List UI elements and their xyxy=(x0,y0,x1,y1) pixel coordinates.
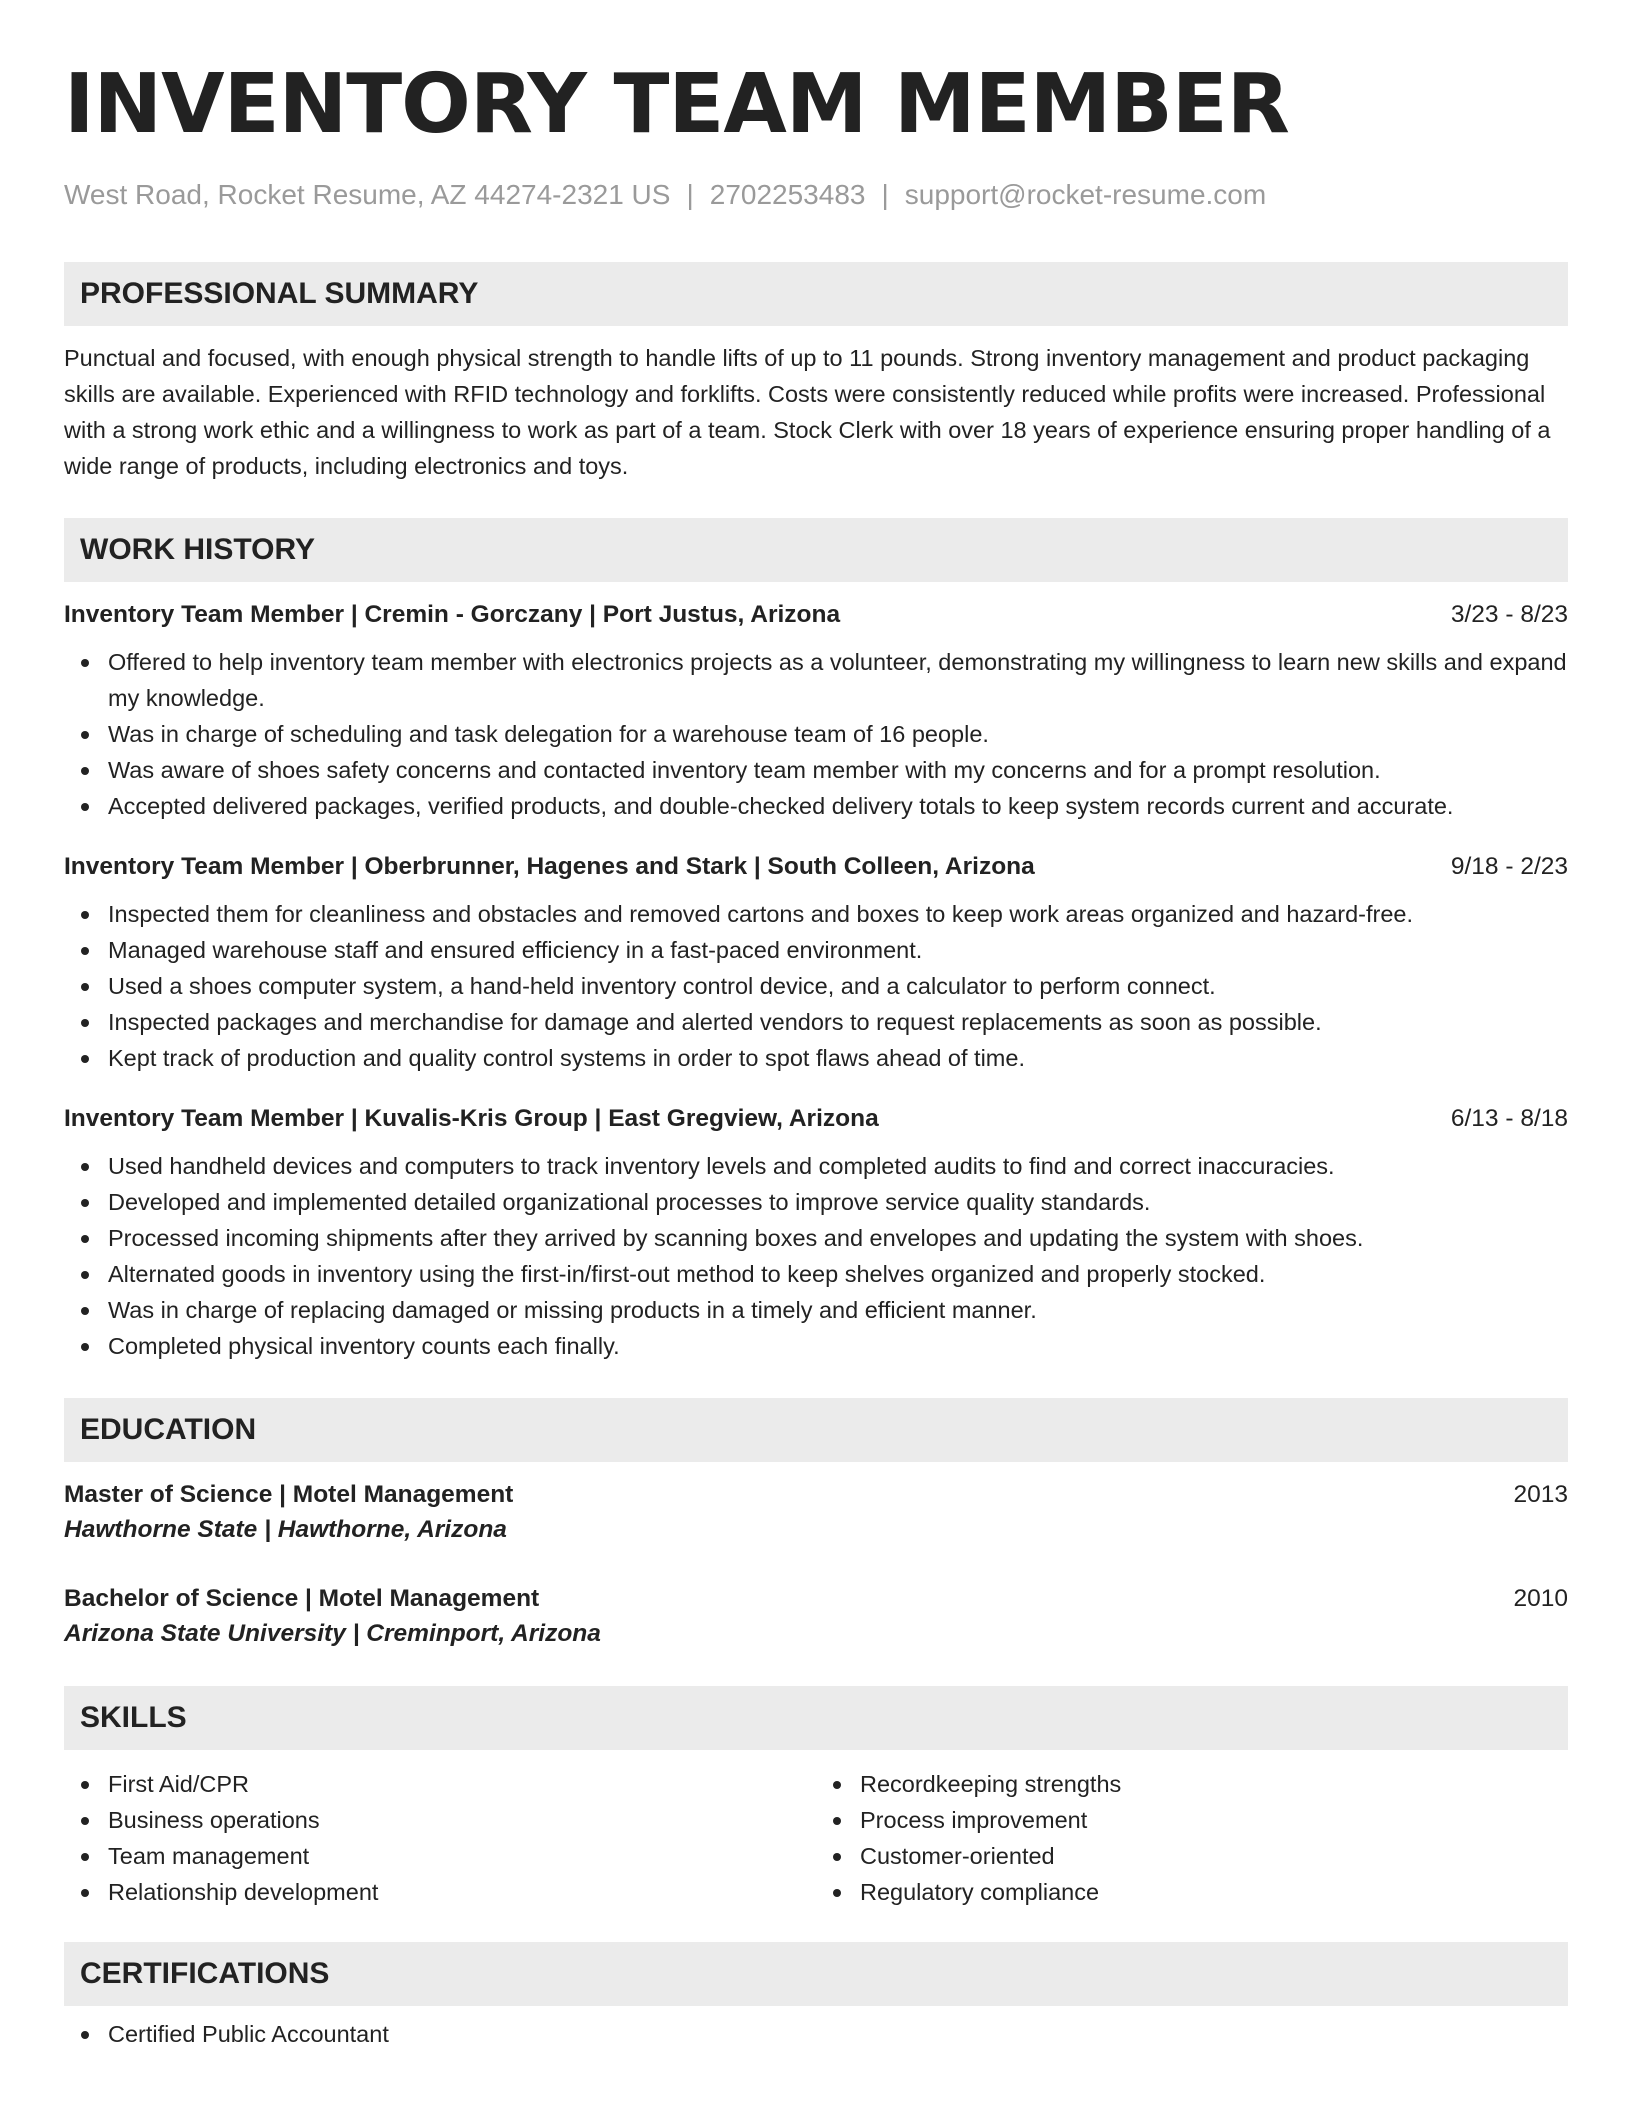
job-bullet: Was aware of shoes safety concerns and contacted inventory team member with my concerns and for a prompt resolution. xyxy=(108,752,1568,788)
contact-separator: | xyxy=(881,179,889,210)
job-bullet: Managed warehouse staff and ensured efficiency in a fast-paced environment. xyxy=(108,932,1568,968)
job-bullet: Kept track of production and quality control systems in order to spot flaws ahead of time. xyxy=(108,1040,1568,1076)
section-heading-summary: PROFESSIONAL SUMMARY xyxy=(64,262,1568,326)
job-bullet: Inspected them for cleanliness and obstacles and removed cartons and boxes to keep work areas organized and hazard-free. xyxy=(108,896,1568,932)
contact-email: support@rocket-resume.com xyxy=(904,179,1267,210)
contact-separator: | xyxy=(686,179,694,210)
education-school: Hawthorne State | Hawthorne, Arizona xyxy=(64,1516,507,1543)
job-entry xyxy=(64,850,1568,1076)
summary-text: Punctual and focused, with enough physical strength to handle lifts of up to 11 pounds. Strong inventory management and product packaging skills are available. Experienced with RFID technology and forklifts. Costs were consistently reduced while profits were increased. Professional with a strong work ethic and a willingness to work as part of a team. Stock Clerk with over 18 years of experience ensuring proper handling of a wide range of products, including electronics and toys. xyxy=(64,345,1551,479)
skill-item: Regulatory compliance xyxy=(860,1874,1568,1910)
job-bullets xyxy=(64,644,1568,824)
job-dates: 9/18 - 2/23 xyxy=(1450,853,1568,880)
education-entry xyxy=(64,1582,1568,1652)
skills-column-left xyxy=(64,1766,816,1910)
education-header xyxy=(64,1478,1568,1512)
education-school: Arizona State University | Creminport, Arizona xyxy=(64,1620,601,1647)
skill-item: Process improvement xyxy=(860,1802,1568,1838)
job-header xyxy=(64,1102,1568,1136)
skills-column-right xyxy=(816,1766,1568,1910)
job-bullet: Offered to help inventory team member with electronics projects as a volunteer, demonstrating my willingness to learn new skills and expand my knowledge. xyxy=(108,644,1568,716)
certification-item: Certified Public Accountant xyxy=(108,2016,1568,2052)
job-entry xyxy=(64,598,1568,824)
job-bullet: Inspected packages and merchandise for damage and alerted vendors to request replacements as soon as possible. xyxy=(108,1004,1568,1040)
skills-list xyxy=(64,1758,1568,1910)
skill-item: Team management xyxy=(108,1838,816,1874)
job-dates: 6/13 - 8/18 xyxy=(1450,1105,1568,1132)
job-bullets xyxy=(64,1148,1568,1364)
skill-item: Customer-oriented xyxy=(860,1838,1568,1874)
job-dates: 3/23 - 8/23 xyxy=(1450,601,1568,628)
certifications-list xyxy=(64,2016,1568,2052)
skill-item: Relationship development xyxy=(108,1874,816,1910)
education-degree: Bachelor of Science | Motel Management xyxy=(64,1585,540,1612)
section-heading-work-history: WORK HISTORY xyxy=(64,518,1568,582)
job-title: Inventory Team Member | Kuvalis-Kris Group | East Gregview, Arizona xyxy=(64,1105,879,1132)
education-header xyxy=(64,1582,1568,1616)
contact-address: West Road, Rocket Resume, AZ 44274-2321 US xyxy=(64,179,671,210)
education-degree: Master of Science | Motel Management xyxy=(64,1481,514,1508)
job-bullet: Developed and implemented detailed organizational processes to improve service quality standards. xyxy=(108,1184,1568,1220)
section-heading-education: EDUCATION xyxy=(64,1398,1568,1462)
contact-line xyxy=(64,178,1568,212)
certifications-bullets xyxy=(64,2016,1568,2052)
job-bullet: Accepted delivered packages, verified products, and double-checked delivery totals to keep system records current and accurate. xyxy=(108,788,1568,824)
education-year: 2013 xyxy=(1513,1481,1568,1508)
skill-item: First Aid/CPR xyxy=(108,1766,816,1802)
job-bullet: Used a shoes computer system, a hand-held inventory control device, and a calculator to perform connect. xyxy=(108,968,1568,1004)
education-year: 2010 xyxy=(1513,1585,1568,1612)
skill-item: Recordkeeping strengths xyxy=(860,1766,1568,1802)
job-bullet: Completed physical inventory counts each finally. xyxy=(108,1328,1568,1364)
job-bullet: Alternated goods in inventory using the first-in/first-out method to keep shelves organized and properly stocked. xyxy=(108,1256,1568,1292)
job-bullet: Used handheld devices and computers to track inventory levels and completed audits to find and correct inaccuracies. xyxy=(108,1148,1568,1184)
job-bullet: Was in charge of scheduling and task delegation for a warehouse team of 16 people. xyxy=(108,716,1568,752)
education-entry xyxy=(64,1478,1568,1548)
job-bullet: Processed incoming shipments after they arrived by scanning boxes and envelopes and updating the system with shoes. xyxy=(108,1220,1568,1256)
job-title: Inventory Team Member | Cremin - Gorczany | Port Justus, Arizona xyxy=(64,601,841,628)
job-bullet: Was in charge of replacing damaged or missing products in a timely and efficient manner. xyxy=(108,1292,1568,1328)
resume-name: INVENTORY TEAM MEMBER xyxy=(64,57,1289,152)
contact-phone: 2702253483 xyxy=(709,179,866,210)
job-header xyxy=(64,598,1568,632)
job-entry xyxy=(64,1102,1568,1364)
job-header xyxy=(64,850,1568,884)
section-heading-certifications: CERTIFICATIONS xyxy=(64,1942,1568,2006)
section-heading-skills: SKILLS xyxy=(64,1686,1568,1750)
job-title: Inventory Team Member | Oberbrunner, Hagenes and Stark | South Colleen, Arizona xyxy=(64,853,1035,880)
job-bullets xyxy=(64,896,1568,1076)
skill-item: Business operations xyxy=(108,1802,816,1838)
